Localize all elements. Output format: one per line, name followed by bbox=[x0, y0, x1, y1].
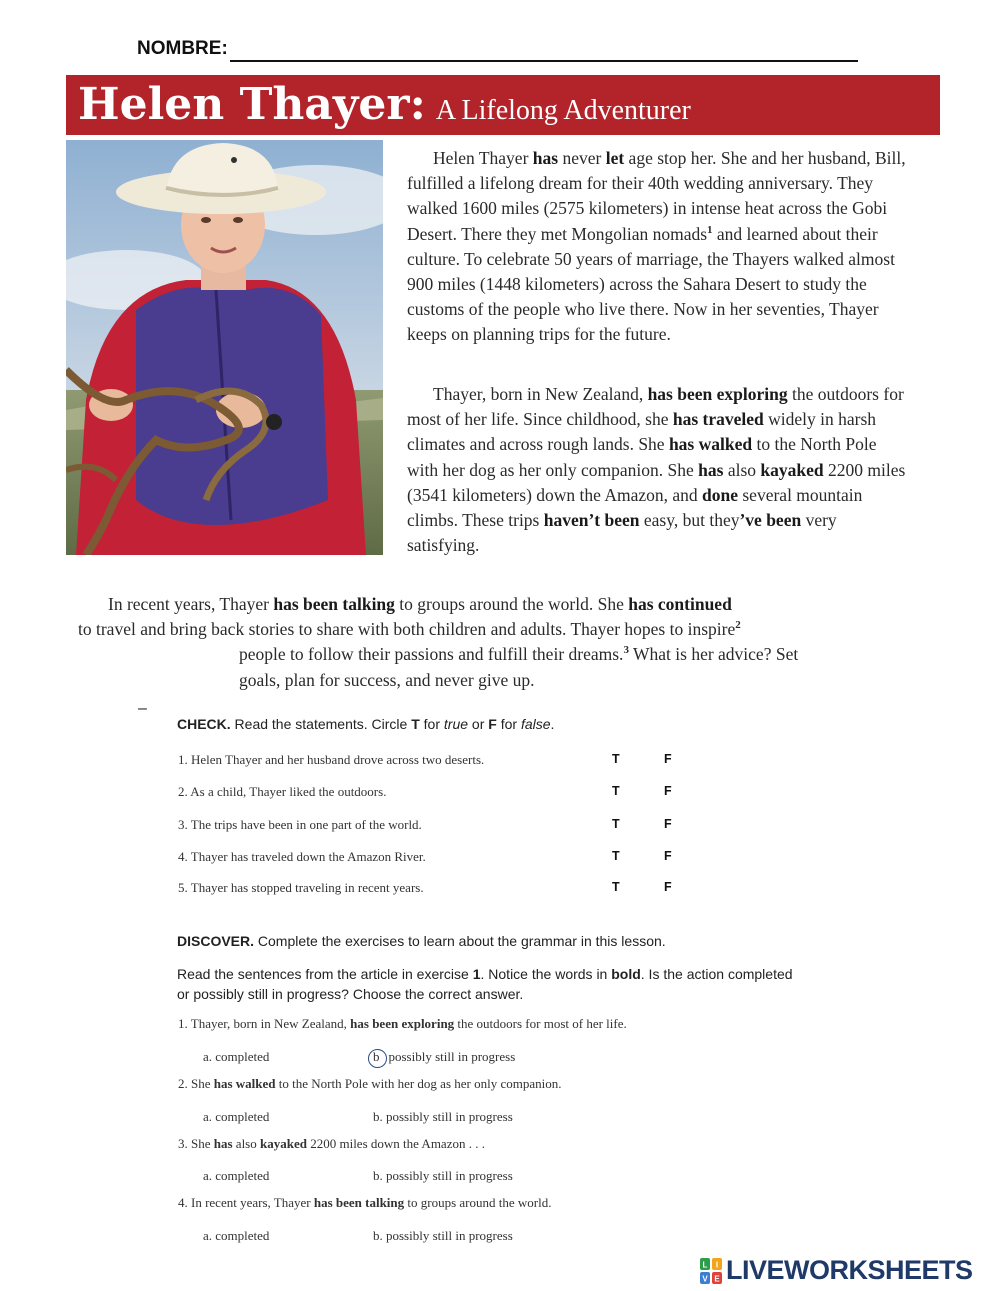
text-run: to groups around the world. She bbox=[394, 594, 629, 614]
text-run: also bbox=[723, 459, 761, 480]
text-run: 2200 miles down the Amazon . . . bbox=[306, 1136, 485, 1151]
text-run: very satisfying. bbox=[407, 510, 837, 556]
text-run: 2200 miles (3541 kilometers) down the Amazon, and bbox=[407, 459, 906, 505]
instr-part: Read the sentences from the article in exercise bbox=[177, 966, 473, 982]
statement-5: 5. Thayer has stopped traveling in recent years. bbox=[178, 880, 424, 895]
question-2-option-a[interactable]: a. completed bbox=[203, 1109, 270, 1124]
text-run: 3. She bbox=[178, 1136, 214, 1151]
text-run: the outdoors for most of her life. bbox=[454, 1016, 627, 1031]
bold-term: kayaked bbox=[260, 1136, 307, 1151]
text-run: to the North Pole with her dog as her only companion. bbox=[275, 1076, 562, 1091]
instr-part: . Is the action completed or possibly still in progress? Choose the correct answer. bbox=[177, 966, 793, 1002]
discover-question-4 bbox=[178, 1195, 551, 1211]
bold-term: has traveled bbox=[672, 409, 764, 430]
bold-term: has bbox=[698, 459, 724, 480]
question-2-option-b[interactable]: b. possibly still in progress bbox=[373, 1109, 513, 1124]
check-heading-part: for bbox=[496, 716, 521, 732]
article-paragraph-2 bbox=[407, 382, 912, 558]
article-paragraph-3-line-3 bbox=[78, 642, 938, 667]
check-heading-part: for bbox=[419, 716, 444, 732]
bold-term: has been talking bbox=[313, 1195, 405, 1210]
page-title bbox=[78, 75, 691, 135]
text-run: Helen Thayer bbox=[433, 148, 533, 168]
text-run: 2. She bbox=[178, 1076, 214, 1091]
svg-text:E: E bbox=[714, 1274, 720, 1283]
statement-3: 3. The trips have been in one part of the world. bbox=[178, 817, 422, 832]
article-paragraph-3-line-1 bbox=[78, 592, 938, 617]
text-run: widely in harsh climates and across rough lands. She bbox=[407, 409, 877, 455]
text-run: In recent years, Thayer bbox=[108, 594, 274, 614]
bold-term: has continued bbox=[628, 594, 732, 614]
statement-4-false-option[interactable]: F bbox=[664, 849, 672, 863]
text-run: never bbox=[558, 148, 606, 168]
article-paragraph-1 bbox=[407, 146, 912, 348]
title-main: Helen Thayer: bbox=[78, 79, 426, 130]
discover-heading-bold: DISCOVER. bbox=[177, 933, 255, 949]
check-heading-bold: CHECK. bbox=[177, 716, 231, 732]
bold-term: has bbox=[213, 1136, 233, 1151]
footnote-marker: 2 bbox=[735, 619, 741, 632]
question-4-option-b[interactable]: b. possibly still in progress bbox=[373, 1228, 513, 1243]
text-run: 4. In recent years, Thayer bbox=[178, 1195, 314, 1210]
footnote-marker: 1 bbox=[707, 223, 713, 236]
text-run: and learned about their culture. To celebrate 50 years of marriage, the Thayers walked almost 900 miles (1448 kilometers) across the Sahara Desert to study the customs of the people who live there. Now in her seventies, Thayer keeps on planning trips for the future. bbox=[407, 223, 895, 345]
bold-term: has walked bbox=[213, 1076, 276, 1091]
statement-1: 1. Helen Thayer and her husband drove across two deserts. bbox=[178, 752, 485, 767]
helen-thayer-photo bbox=[66, 140, 383, 555]
check-heading-part: Read the statements. Circle bbox=[230, 716, 412, 732]
option-b-letter: b bbox=[373, 1049, 380, 1064]
bold-term: has been exploring bbox=[350, 1016, 455, 1031]
discover-question-1 bbox=[178, 1016, 627, 1032]
name-label: NOMBRE: bbox=[137, 38, 228, 59]
bold-term: has been exploring bbox=[647, 384, 788, 404]
statement-2-true-option[interactable]: T bbox=[612, 784, 620, 798]
bold-term: done bbox=[702, 484, 738, 505]
text-run: 1. Thayer, born in New Zealand, bbox=[178, 1016, 351, 1031]
text-run: easy, but they bbox=[639, 510, 740, 531]
check-heading bbox=[177, 716, 554, 732]
check-heading-true: true bbox=[443, 716, 469, 732]
check-heading-false: false bbox=[520, 716, 551, 732]
check-heading-part: or bbox=[468, 716, 489, 732]
bold-term: haven’t been bbox=[543, 510, 640, 531]
statement-5-false-option[interactable]: F bbox=[664, 880, 672, 894]
option-b-text: possibly still in progress bbox=[388, 1049, 516, 1064]
text-run: age stop her. She and her husband, Bill, fulfilled a lifelong dream for their 40th wedding anniversary. They walked 1600 miles (2575 kilometers) in intense heat across the Gobi Desert. There they met Mongolian nomads bbox=[407, 148, 906, 244]
text-run: to travel and bring back stories to share with both children and adults. Thayer hopes to inspire bbox=[78, 619, 736, 640]
text-run: several mountain climbs. These trips bbox=[407, 484, 863, 531]
text-run: to groups around the world. bbox=[404, 1195, 552, 1210]
text-run: to the North Pole with her dog as her only companion. She bbox=[407, 434, 877, 480]
text-run: What is her advice? Set bbox=[628, 644, 799, 665]
liveworksheets-logo bbox=[700, 1255, 973, 1285]
discover-question-2 bbox=[178, 1076, 561, 1092]
discover-heading-rest: Complete the exercises to learn about the grammar in this lesson. bbox=[254, 933, 666, 949]
liveworksheets-logo-icon bbox=[700, 1258, 722, 1284]
statement-4-true-option[interactable]: T bbox=[612, 849, 620, 863]
statement-3-true-option[interactable]: T bbox=[612, 817, 620, 831]
check-heading-t: T bbox=[411, 716, 420, 732]
text-run: people to follow their passions and fulfill their dreams. bbox=[239, 644, 624, 665]
question-4-option-a[interactable]: a. completed bbox=[203, 1228, 270, 1243]
text-run: goals, plan for success, and never give up. bbox=[239, 669, 535, 690]
bold-term: ’ve been bbox=[739, 510, 802, 531]
instr-part: . Notice the words in bbox=[480, 966, 612, 982]
bold-term: kayaked bbox=[760, 459, 824, 480]
question-3-option-a[interactable]: a. completed bbox=[203, 1168, 270, 1183]
statement-4: 4. Thayer has traveled down the Amazon River. bbox=[178, 849, 426, 864]
statement-2: 2. As a child, Thayer liked the outdoors. bbox=[178, 784, 387, 799]
question-3-option-b[interactable]: b. possibly still in progress bbox=[373, 1168, 513, 1183]
article-paragraph-3-line-4 bbox=[78, 668, 938, 693]
title-subtitle: A Lifelong Adventurer bbox=[435, 95, 691, 126]
article-paragraph-3 bbox=[78, 592, 938, 693]
statement-5-true-option[interactable]: T bbox=[612, 880, 620, 894]
instr-bold-word: bold bbox=[611, 966, 641, 982]
name-input-line[interactable] bbox=[230, 60, 858, 62]
text-run: Thayer, born in New Zealand, bbox=[433, 384, 648, 404]
bold-term: has been talking bbox=[273, 594, 395, 614]
article-paragraph-3-line-2 bbox=[78, 617, 938, 642]
discover-question-3 bbox=[178, 1136, 485, 1152]
statement-3-false-option[interactable]: F bbox=[664, 817, 672, 831]
svg-text:I: I bbox=[715, 1260, 719, 1269]
text-run: also bbox=[232, 1136, 260, 1151]
question-1-option-a[interactable]: a. completed bbox=[203, 1049, 270, 1064]
question-1-option-b-circled[interactable] bbox=[373, 1049, 515, 1065]
bold-term: has bbox=[532, 148, 559, 168]
statement-1-true-option[interactable]: T bbox=[612, 752, 620, 766]
svg-text:V: V bbox=[702, 1274, 708, 1283]
discover-instructions bbox=[177, 964, 797, 1004]
dash-mark: – bbox=[138, 700, 147, 717]
text-run: the outdoors for most of her life. Since childhood, she bbox=[407, 384, 904, 430]
footnote-marker: 3 bbox=[623, 644, 629, 657]
bold-term: let bbox=[605, 148, 625, 168]
check-heading-part: . bbox=[550, 716, 555, 732]
statement-2-false-option[interactable]: F bbox=[664, 784, 672, 798]
svg-text:L: L bbox=[702, 1260, 708, 1269]
statement-1-false-option[interactable]: F bbox=[664, 752, 672, 766]
liveworksheets-logo-text: LIVEWORKSHEETS bbox=[726, 1255, 973, 1285]
check-heading-f: F bbox=[488, 716, 497, 732]
instr-exercise-number: 1 bbox=[472, 966, 481, 982]
helen-thayer-photo-drawing bbox=[66, 140, 383, 555]
discover-heading bbox=[177, 933, 666, 949]
bold-term: has walked bbox=[668, 434, 753, 455]
